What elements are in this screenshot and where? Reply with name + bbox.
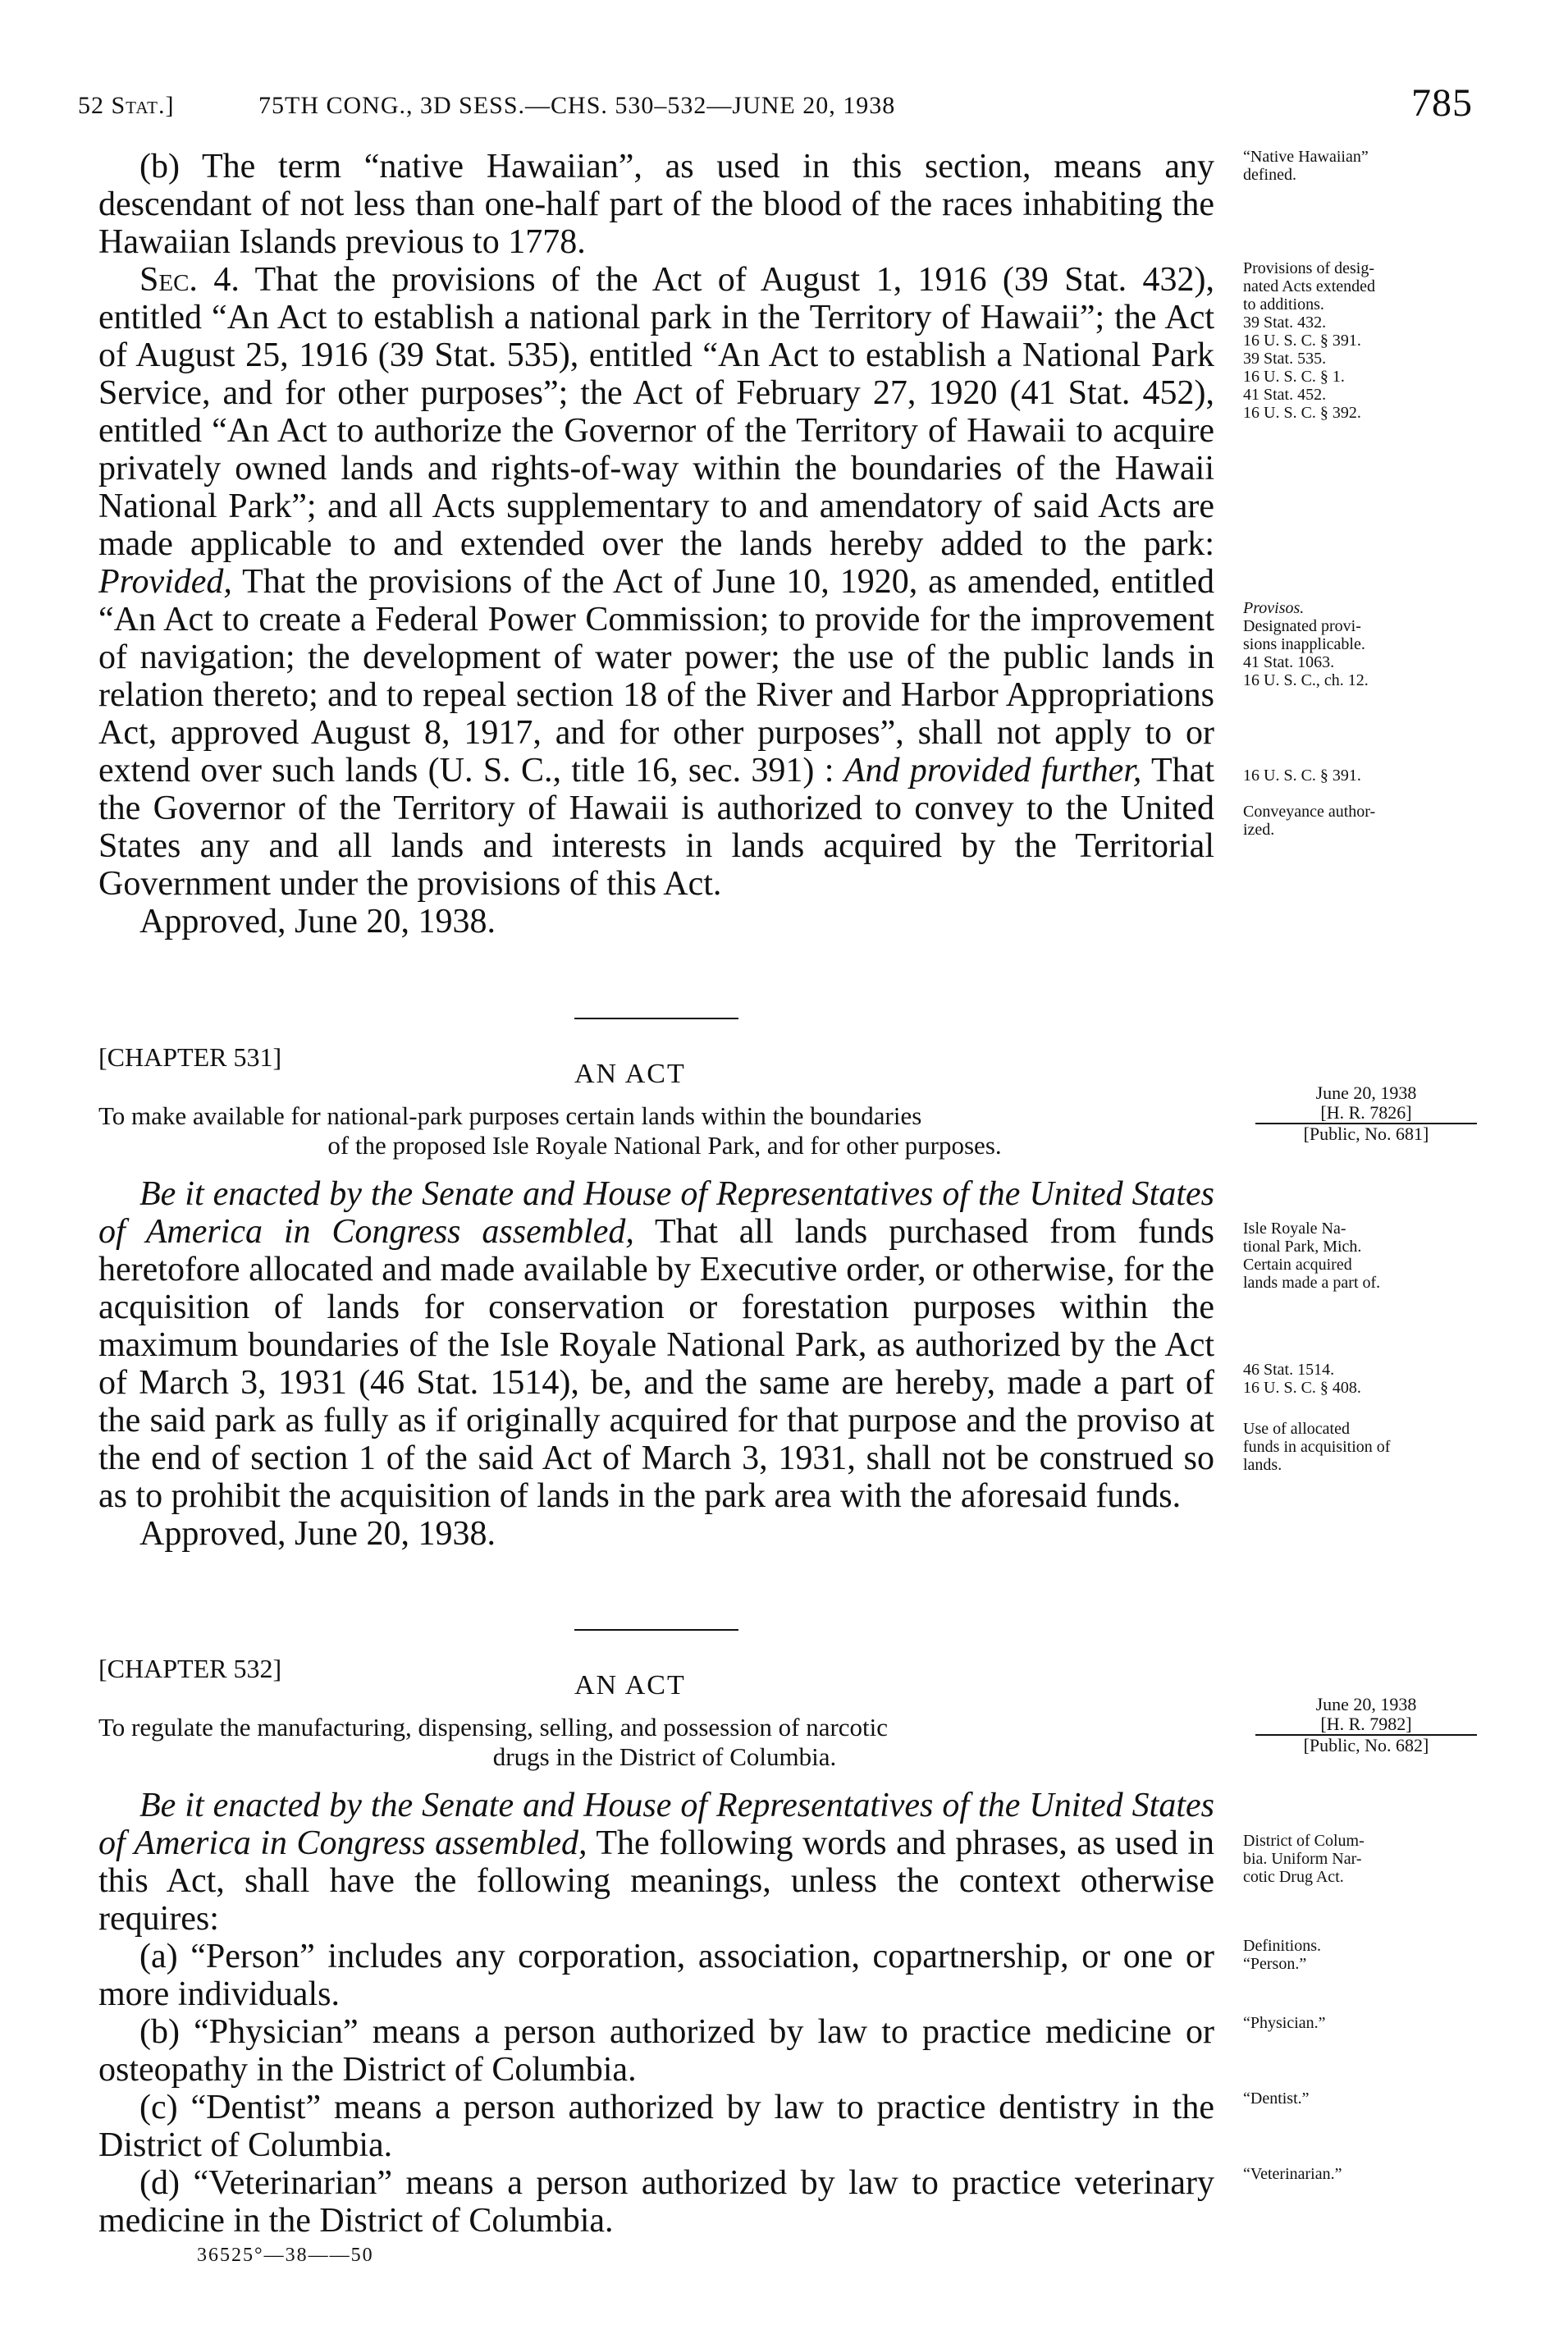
definition-dentist: (c) “Dentist” means a person authorized by law to practice dentistry in the District of Columbia. (98, 2089, 1214, 2164)
stat-volume: 52 Stat.] (78, 92, 175, 119)
para-native-hawaiian: (b) The term “native Hawaiian”, as used in this section, means any descendant of not less than one-half part of the blood of the races inhabiting the Hawaiian Islands previous to 1778. (98, 148, 1214, 261)
definition-veterinarian: (d) “Veterinarian” means a person authorized by law to practice veterinary medicine in the District of Columbia. (98, 2164, 1214, 2240)
sec-4-text-b: That the provisions of the Act of June 10, 1920, as amended, entitled “An Act to create a Federal Power Commission; to provide for the improvement of navigation; the development of water power; the use of the public lands in relation thereto; and to repeal section 18 of the River and Harbor Appropriations Act, approved August 8, 1917, and for other purposes”, shall not apply to or extend over such lands (U. S. C., title 16, sec. 391) : (98, 563, 1214, 790)
sec-4-label: Sec. 4. (139, 261, 240, 299)
bill-number: [H. R. 7982] (1255, 1714, 1477, 1736)
definition-person: (a) “Person” includes any corporation, association, copartnership, or one or more individuals. (98, 1938, 1214, 2013)
divider-rule (574, 1018, 738, 1019)
enactment-date: June 20, 1938 (1315, 1082, 1417, 1103)
approved-line: Approved, June 20, 1938. (139, 903, 496, 941)
margin-note-definitions: Definitions. “Person.” (1243, 1937, 1321, 1973)
margin-note-provisos: Provisos. Designated provi- sions inapplicable. 41 Stat. 1063. 16 U. S. C., ch. 12. (1243, 599, 1369, 689)
page-number: 785 (1411, 81, 1473, 125)
chapter-532-body: The following words and phrases, as used in this Act, shall have the following meanings, unless the context otherwise requires: (98, 1824, 1214, 1938)
approved-line: Approved, June 20, 1938. (139, 1515, 496, 1553)
enactment-date: June 20, 1938 (1315, 1694, 1417, 1714)
enacting-clause (98, 1787, 1214, 1938)
and-provided-italic: And provided further, (843, 752, 1142, 790)
bill-number: [H. R. 7826] (1255, 1103, 1477, 1124)
chapter-532-label: [CHAPTER 532] (98, 1654, 282, 1683)
enacting-clause-italic: Be it enacted by the Senate and House of Representatives of the United States of America in Congress assembled, (98, 1175, 1214, 1251)
chapter-531-body: That all lands purchased from funds heretofore allocated and made available by Executive order, or otherwise, for the acquisition of lands for conservation or forestation purposes within the maximum boundaries of the Isle Royale National Park, as authorized by the Act of March 3, 1931 (46 Stat. 1514), be, and the same are hereby, made a part of the said park as fully as if originally acquired for that purpose and the proviso at the end of section 1 of the said Act of March 3, 1931, shall not be construed so as to prohibit the acquisition of lands in the park area with the aforesaid funds. (98, 1213, 1215, 1515)
enacting-clause (98, 1175, 1214, 1515)
margin-note-provisions: Provisions of desig- nated Acts extended to additions. 39 Stat. 432. 16 U. S. C. § 391. 39 Stat. 535. 16 U. S. C. § 1. 41 Stat. 452. 16 U. S. C. § 392. (1243, 259, 1376, 422)
chapter-532-act-heading: AN ACT (574, 1670, 686, 1700)
chapter-531-act-heading: AN ACT (574, 1059, 686, 1089)
chapter-531-title: To make available for national-park purposes certain lands within the boundaries of the proposed Isle Royale National Park, and for other purposes. (98, 1101, 1002, 1160)
margin-note-cites-531: 46 Stat. 1514. 16 U. S. C. § 408. (1243, 1361, 1361, 1397)
public-law-number: [Public, No. 682] (1303, 1735, 1429, 1755)
public-law-number: [Public, No. 681] (1303, 1124, 1429, 1144)
enacting-clause-italic: Be it enacted by the Senate and House of Representatives of the United States of America in Congress assembled, (98, 1787, 1214, 1862)
divider-rule (574, 1629, 738, 1631)
definition-physician: (b) “Physician” means a person authorized by law to practice medicine or osteopathy in the District of Columbia. (98, 2013, 1214, 2089)
provided-italic: Provided, (98, 563, 232, 601)
margin-note-narcotic-act: District of Colum- bia. Uniform Nar- cotic Drug Act. (1243, 1832, 1365, 1886)
margin-note-physician: “Physician.” (1243, 2014, 1326, 2032)
chapter-532-text (98, 1787, 1214, 2240)
margin-note-allocated-funds: Use of allocated funds in acquisition of lands. (1243, 1420, 1391, 1474)
sec-4-text-c: That the Governor of the Territory of Hawaii is authorized to convey to the United States any and all lands and interests in lands acquired by the Territorial Government under the provisions of this Act. (98, 752, 1214, 903)
margin-note-isle-royale: Isle Royale Na- tional Park, Mich. Certain acquired lands made a part of. (1243, 1220, 1381, 1292)
chapter-532-title: To regulate the manufacturing, dispensing, selling, and possession of narcotic drugs in the District of Columbia. (98, 1713, 889, 1771)
print-code: 36525°—38——50 (197, 2245, 374, 2266)
margin-note-dentist: “Dentist.” (1243, 2089, 1310, 2108)
margin-note-cite-391: 16 U. S. C. § 391. (1243, 767, 1361, 785)
chapter-531-dates (1255, 1083, 1477, 1144)
sec-4-text-a: That the provisions of the Act of August 1, 1916 (39 Stat. 432), entitled “An Act to establish a national park in the Territory of Hawaii”; the Act of August 25, 1916 (39 Stat. 535), entitled “An Act to establish a National Park Service, and for other purposes”; the Act of February 27, 1920 (41 Stat. 452), entitled “An Act to authorize the Governor of the Territory of Hawaii to acquire privately owned lands and rights-of-way within the boundaries of the Hawaii National Park”; and all Acts supplementary to and amendatory of said Acts are made applicable to and extended over the lands hereby added to the park: (98, 261, 1214, 563)
section-hawaii-text (98, 148, 1214, 941)
margin-note-veterinarian: “Veterinarian.” (1243, 2165, 1342, 2183)
chapter-531-text (98, 1175, 1214, 1553)
chapter-531-label: [CHAPTER 531] (98, 1042, 282, 1072)
para-sec-4 (98, 261, 1214, 903)
page-header (78, 82, 1473, 131)
session-heading: 75TH CONG., 3D SESS.—CHS. 530–532—JUNE 20, 1938 (258, 92, 896, 119)
margin-note-native: “Native Hawaiian” defined. (1243, 148, 1369, 184)
margin-note-conveyance: Conveyance author- ized. (1243, 803, 1376, 839)
chapter-532-dates (1255, 1695, 1477, 1755)
